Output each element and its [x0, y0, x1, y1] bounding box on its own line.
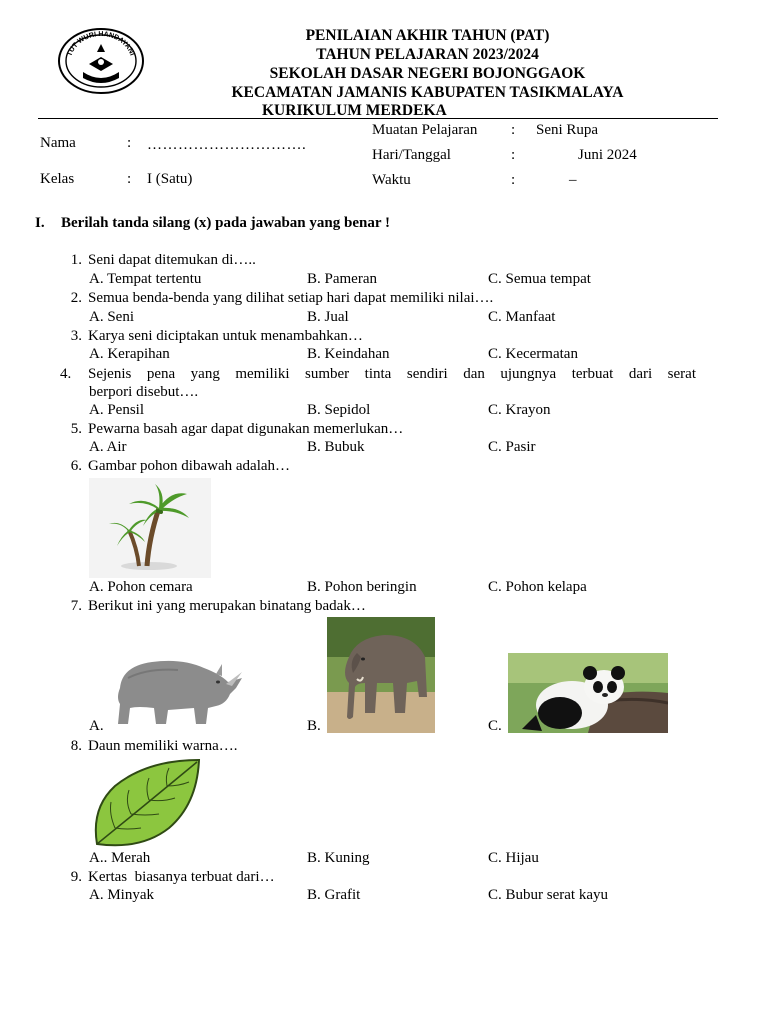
muatan-label: Muatan Pelajaran: [372, 122, 478, 138]
q5-option-b[interactable]: B. Bubuk: [307, 439, 365, 455]
nama-label: Nama: [40, 135, 76, 151]
q5-option-a[interactable]: A. Air: [89, 439, 127, 455]
kelas-label: Kelas: [40, 171, 75, 187]
header-line-2: TAHUN PELAJARAN 2023/2024: [316, 46, 539, 63]
elephant-image: [327, 617, 435, 733]
question-text: Seni dapat ditemukan di…..: [88, 252, 256, 268]
q3-option-c[interactable]: C. Kecermatan: [488, 346, 578, 362]
q1-option-a[interactable]: A. Tempat tertentu: [89, 271, 202, 287]
header-line-4: KECAMATAN JAMANIS KABUPATEN TASIKMALAYA: [231, 84, 624, 101]
question-7: [60, 598, 366, 615]
question-1: [60, 252, 256, 269]
question-text: Kertas biasanya terbuat dari…: [88, 869, 275, 885]
section-number: I.: [35, 215, 45, 231]
q9-option-b[interactable]: B. Grafit: [307, 887, 361, 903]
header-line-5: KURIKULUM MERDEKA: [262, 102, 447, 119]
question-number: 8.: [70, 738, 82, 754]
q5-option-c[interactable]: C. Pasir: [488, 439, 536, 455]
question-2: [60, 290, 493, 307]
question-8: [60, 738, 238, 755]
kelas-colon: :: [127, 171, 132, 187]
question-text: Daun memiliki warna….: [88, 738, 238, 754]
svg-text:TUT WURI HANDAYANI: TUT WURI HANDAYANI: [66, 30, 136, 58]
question-4-continued: berpori disebut….: [89, 384, 199, 400]
q9-option-c[interactable]: C. Bubur serat kayu: [488, 887, 608, 903]
q7-option-c[interactable]: C.: [488, 718, 502, 734]
question-number: 2.: [70, 290, 82, 306]
header-line-1: PENILAIAN AKHIR TAHUN (PAT): [305, 27, 550, 44]
question-number: 4.: [60, 366, 72, 382]
question-text: Gambar pohon dibawah adalah…: [88, 458, 291, 474]
hari-value: Juni 2024: [578, 147, 637, 163]
kelas-value: I (Satu): [147, 171, 193, 187]
question-text: Sejenis pena yang memiliki sumber tinta sendiri dan ujungnya terbuat dari serat: [88, 366, 696, 382]
q6-option-c[interactable]: C. Pohon kelapa: [488, 579, 587, 595]
panda-image: [508, 653, 668, 733]
q7-option-a[interactable]: A.: [89, 718, 104, 734]
coconut-tree-image: [89, 478, 211, 578]
waktu-colon: :: [511, 172, 516, 188]
question-number: 7.: [70, 598, 82, 614]
question-3: [60, 328, 363, 345]
waktu-label: Waktu: [372, 172, 411, 188]
q8-option-b[interactable]: B. Kuning: [307, 850, 370, 866]
muatan-value: Seni Rupa: [536, 122, 599, 138]
question-4: [60, 366, 696, 383]
q1-option-b[interactable]: B. Pameran: [307, 271, 377, 287]
leaf-image: [89, 758, 203, 850]
header-line-3: SEKOLAH DASAR NEGERI BOJONGGAOK: [269, 65, 586, 82]
nama-colon: :: [127, 135, 132, 151]
question-number: 9.: [70, 869, 82, 885]
q3-option-b[interactable]: B. Keindahan: [307, 346, 390, 362]
question-9: [60, 869, 275, 886]
q3-option-a[interactable]: A. Kerapihan: [89, 346, 170, 362]
question-text: Semua benda-benda yang dilihat setiap hari dapat memiliki nilai….: [88, 290, 494, 306]
q2-option-a[interactable]: A. Seni: [89, 309, 134, 325]
school-logo: [56, 26, 146, 96]
question-6: [60, 458, 290, 475]
q4-option-a[interactable]: A. Pensil: [89, 402, 145, 418]
rhino-image: [108, 648, 248, 732]
question-text: Karya seni diciptakan untuk menambahkan…: [88, 328, 363, 344]
q7-option-b[interactable]: B.: [307, 718, 321, 734]
q4-option-b[interactable]: B. Sepidol: [307, 402, 371, 418]
q6-option-b[interactable]: B. Pohon beringin: [307, 579, 417, 595]
muatan-colon: :: [511, 122, 516, 138]
header-rule: [38, 118, 718, 119]
q8-option-a[interactable]: A.. Merah: [89, 850, 151, 866]
q1-option-c[interactable]: C. Semua tempat: [488, 271, 591, 287]
question-5: [60, 421, 403, 438]
hari-label: Hari/Tanggal: [372, 147, 451, 163]
q8-option-c[interactable]: C. Hijau: [488, 850, 539, 866]
waktu-value: –: [569, 172, 577, 188]
section-instruction: Berilah tanda silang (x) pada jawaban yang benar !: [61, 215, 390, 231]
q6-option-a[interactable]: A. Pohon cemara: [89, 579, 193, 595]
question-number: 1.: [70, 252, 82, 268]
q9-option-a[interactable]: A. Minyak: [89, 887, 154, 903]
q2-option-b[interactable]: B. Jual: [307, 309, 349, 325]
question-text: Berikut ini yang merupakan binatang badak…: [88, 598, 366, 614]
q4-option-c[interactable]: C. Krayon: [488, 402, 551, 418]
q2-option-c[interactable]: C. Manfaat: [488, 309, 556, 325]
question-text: Pewarna basah agar dapat digunakan memerlukan…: [88, 421, 404, 437]
nama-field[interactable]: ………………………….: [147, 137, 307, 153]
question-number: 3.: [70, 328, 82, 344]
question-number: 6.: [70, 458, 82, 474]
hari-colon: :: [511, 147, 516, 163]
question-number: 5.: [70, 421, 82, 437]
